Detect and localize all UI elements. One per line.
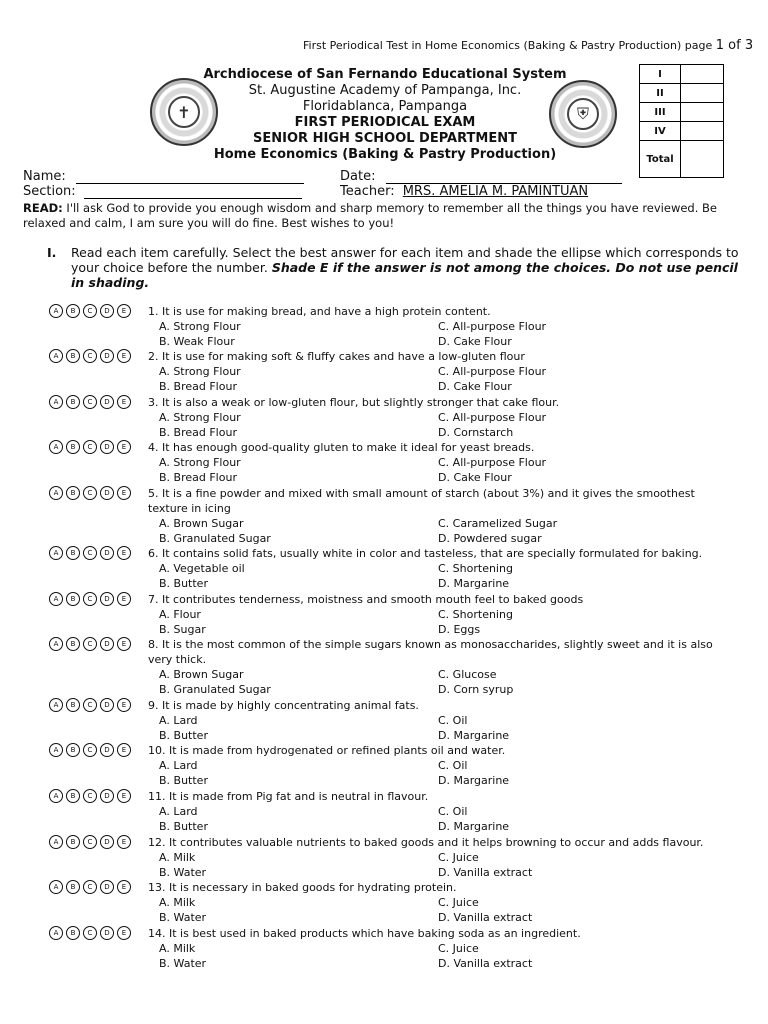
choice-b: B. Water [159, 957, 207, 970]
answer-bubble-d[interactable]: D [100, 926, 114, 940]
school-heading [200, 67, 570, 163]
teacher-name: MRS. AMELIA M. PAMINTUAN [402, 184, 589, 199]
answer-bubble-b[interactable]: B [66, 637, 80, 651]
score-cell-1 [681, 65, 724, 84]
answer-bubbles [49, 592, 131, 606]
answer-bubble-e[interactable]: E [117, 349, 131, 363]
question-text: 9. It is made by highly concentrating animal fats. [148, 699, 419, 712]
answer-bubble-d[interactable]: D [100, 698, 114, 712]
answer-bubble-d[interactable]: D [100, 486, 114, 500]
choice-c: C. Shortening [438, 562, 513, 575]
subject-title: Home Economics (Baking & Pastry Production) [213, 147, 557, 162]
score-cell-3 [681, 103, 724, 122]
answer-bubble-a[interactable]: A [49, 926, 63, 940]
instructions-text [71, 245, 751, 290]
answer-bubble-e[interactable]: E [117, 789, 131, 803]
teacher-label: Teacher: [340, 184, 395, 199]
answer-bubble-c[interactable]: C [83, 546, 97, 560]
answer-bubble-e[interactable]: E [117, 880, 131, 894]
section-field[interactable] [23, 184, 302, 199]
choice-b: B. Granulated Sugar [159, 683, 271, 696]
answer-bubble-d[interactable]: D [100, 789, 114, 803]
choice-b: B. Granulated Sugar [159, 532, 271, 545]
answer-bubbles [49, 349, 131, 363]
question-text: 6. It contains solid fats, usually white in color and tasteless, that are specially formulated for baking. [148, 547, 703, 560]
question-text: 3. It is also a weak or low-gluten flour, but slightly stronger that cake flour. [148, 396, 560, 409]
answer-bubble-a[interactable]: A [49, 637, 63, 651]
choice-b: B. Bread Flour [159, 471, 237, 484]
answer-bubble-d[interactable]: D [100, 835, 114, 849]
answer-bubble-a[interactable]: A [49, 440, 63, 454]
choice-d: D. Vanilla extract [438, 957, 533, 970]
answer-bubble-a[interactable]: A [49, 592, 63, 606]
choice-d: D. Margarine [438, 729, 510, 742]
answer-bubble-b[interactable]: B [66, 789, 80, 803]
choice-b: B. Butter [159, 774, 208, 787]
answer-bubble-e[interactable]: E [117, 835, 131, 849]
answer-bubble-b[interactable]: B [66, 486, 80, 500]
choice-b: B. Water [159, 911, 207, 924]
answer-bubble-c[interactable]: C [83, 789, 97, 803]
question-text: 5. It is a fine powder and mixed with small amount of starch (about 3%) and it gives the smoothest texture in icing [148, 487, 695, 515]
choice-a: A. Flour [159, 608, 201, 621]
answer-bubble-c[interactable]: C [83, 440, 97, 454]
answer-bubble-e[interactable]: E [117, 637, 131, 651]
answer-bubbles [49, 743, 131, 757]
answer-bubble-e[interactable]: E [117, 546, 131, 560]
answer-bubble-d[interactable]: D [100, 440, 114, 454]
answer-bubble-b[interactable]: B [66, 926, 80, 940]
answer-bubble-c[interactable]: C [83, 592, 97, 606]
answer-bubble-d[interactable]: D [100, 743, 114, 757]
answer-bubble-d[interactable]: D [100, 395, 114, 409]
answer-bubble-a[interactable]: A [49, 486, 63, 500]
answer-bubbles [49, 698, 131, 712]
date-label: Date: [340, 169, 376, 184]
answer-bubble-e[interactable]: E [117, 395, 131, 409]
answer-bubble-b[interactable]: B [66, 349, 80, 363]
score-cell-2 [681, 84, 724, 103]
answer-bubbles [49, 637, 131, 651]
question-text: 2. It is use for making soft & fluffy cakes and have a low-gluten flour [148, 350, 525, 363]
choice-b: B. Sugar [159, 623, 206, 636]
choice-a: A. Strong Flour [159, 411, 241, 424]
score-total-cell [681, 141, 724, 178]
choice-b: B. Butter [159, 820, 208, 833]
choice-d: D. Cake Flour [438, 335, 512, 348]
choice-d: D. Margarine [438, 820, 510, 833]
answer-bubble-c[interactable]: C [83, 835, 97, 849]
answer-bubble-b[interactable]: B [66, 880, 80, 894]
answer-bubble-b[interactable]: B [66, 395, 80, 409]
choice-c: C. Juice [438, 896, 479, 909]
choice-d: D. Cake Flour [438, 471, 512, 484]
name-field[interactable] [23, 169, 304, 184]
choice-b: B. Butter [159, 729, 208, 742]
choice-d: D. Cake Flour [438, 380, 512, 393]
answer-bubble-a[interactable]: A [49, 698, 63, 712]
choice-b: B. Bread Flour [159, 426, 237, 439]
answer-bubble-a[interactable]: A [49, 789, 63, 803]
score-label-2: II [640, 84, 681, 103]
question-text: 12. It contributes valuable nutrients to baked goods and it helps browning to occur and adds flavour. [148, 836, 704, 849]
score-table [639, 64, 724, 178]
location: Floridablanca, Pampanga [302, 99, 468, 114]
instructions-emphasis: Shade E if the answer is not among the choices. Do not use pencil in shading. [71, 260, 738, 290]
answer-bubbles [49, 926, 131, 940]
answer-bubble-a[interactable]: A [49, 835, 63, 849]
cross-emblem-icon: ✝ [168, 96, 200, 128]
choice-c: C. All-purpose Flour [438, 320, 547, 333]
question-text: 11. It is made from Pig fat and is neutral in flavour. [148, 790, 429, 803]
question-text: 4. It has enough good-quality gluten to make it ideal for yeast breads. [148, 441, 535, 454]
answer-bubble-a[interactable]: A [49, 395, 63, 409]
read-text: I'll ask God to provide you enough wisdom and sharp memory to remember all the things you have reviewed. Be relaxed and calm, I am sure you will do fine. Best wishes to you! [23, 201, 718, 230]
answer-bubble-c[interactable]: C [83, 926, 97, 940]
answer-bubbles [49, 486, 131, 500]
answer-bubble-d[interactable]: D [100, 592, 114, 606]
choice-a: A. Milk [159, 942, 196, 955]
answer-bubbles [49, 789, 131, 803]
archdiocese-title: Archdiocese of San Fernando Educational System [203, 67, 567, 82]
answer-bubble-a[interactable]: A [49, 880, 63, 894]
choice-a: A. Milk [159, 896, 196, 909]
answer-bubble-e[interactable]: E [117, 592, 131, 606]
part-number: I. [47, 245, 57, 260]
choice-c: C. All-purpose Flour [438, 456, 547, 469]
answer-bubble-b[interactable]: B [66, 698, 80, 712]
score-total-label: Total [640, 141, 681, 178]
answer-bubble-d[interactable]: D [100, 637, 114, 651]
answer-bubble-e[interactable]: E [117, 304, 131, 318]
answer-bubbles [49, 395, 131, 409]
choice-d: D. Cornstarch [438, 426, 514, 439]
instructions [47, 245, 747, 293]
choice-d: D. Vanilla extract [438, 911, 533, 924]
instructions-body: Read each item carefully. Select the best answer for each item and shade the ellipse which corresponds to your choice before the number. [71, 245, 739, 275]
choice-a: A. Vegetable oil [159, 562, 245, 575]
answer-bubble-b[interactable]: B [66, 440, 80, 454]
exam-title: FIRST PERIODICAL EXAM [294, 115, 476, 130]
choice-c: C. Shortening [438, 608, 513, 621]
score-label-1: I [640, 65, 681, 84]
choice-b: B. Bread Flour [159, 380, 237, 393]
answer-bubble-a[interactable]: A [49, 349, 63, 363]
choice-c: C. Oil [438, 759, 468, 772]
choice-c: C. Juice [438, 942, 479, 955]
choice-a: A. Lard [159, 805, 198, 818]
answer-bubble-a[interactable]: A [49, 743, 63, 757]
question-text: 7. It contributes tenderness, moistness and smooth mouth feel to baked goods [148, 593, 584, 606]
answer-bubble-b[interactable]: B [66, 592, 80, 606]
date-line[interactable] [386, 170, 622, 184]
choice-c: C. Oil [438, 714, 468, 727]
choice-c: C. All-purpose Flour [438, 411, 547, 424]
choice-d: D. Powdered sugar [438, 532, 542, 545]
choice-c: C. Caramelized Sugar [438, 517, 558, 530]
choice-a: A. Strong Flour [159, 456, 241, 469]
answer-bubbles [49, 546, 131, 560]
date-field[interactable] [340, 169, 622, 184]
choice-d: D. Eggs [438, 623, 481, 636]
answer-bubble-b[interactable]: B [66, 835, 80, 849]
answer-bubble-d[interactable]: D [100, 546, 114, 560]
answer-bubble-d[interactable]: D [100, 304, 114, 318]
read-note [23, 201, 743, 231]
choice-d: D. Margarine [438, 577, 510, 590]
department: SENIOR HIGH SCHOOL DEPARTMENT [253, 131, 517, 146]
name-label: Name: [23, 169, 66, 184]
section-label: Section: [23, 184, 76, 199]
choice-a: A. Milk [159, 851, 196, 864]
teacher-field [340, 184, 588, 199]
choice-a: A. Brown Sugar [159, 668, 244, 681]
answer-bubble-c[interactable]: C [83, 349, 97, 363]
score-label-4: IV [640, 122, 681, 141]
choice-d: D. Margarine [438, 774, 510, 787]
choice-b: B. Weak Flour [159, 335, 235, 348]
academy-name: St. Augustine Academy of Pampanga, Inc. [248, 83, 522, 98]
answer-bubble-c[interactable]: C [83, 637, 97, 651]
choice-b: B. Butter [159, 577, 208, 590]
choice-c: C. Glucose [438, 668, 497, 681]
answer-bubble-c[interactable]: C [83, 743, 97, 757]
answer-bubble-e[interactable]: E [117, 698, 131, 712]
answer-bubble-a[interactable]: A [49, 304, 63, 318]
choice-c: C. Oil [438, 805, 468, 818]
page-number: 1 of 3 [715, 38, 754, 53]
answer-bubble-e[interactable]: E [117, 926, 131, 940]
answer-bubbles [49, 835, 131, 849]
answer-bubble-c[interactable]: C [83, 486, 97, 500]
read-label: READ: [23, 201, 63, 215]
shield-emblem-icon: ⛨ [567, 98, 599, 130]
answer-bubble-a[interactable]: A [49, 546, 63, 560]
question-text: 13. It is necessary in baked goods for hydrating protein. [148, 881, 457, 894]
answer-bubble-c[interactable]: C [83, 304, 97, 318]
choice-a: A. Lard [159, 714, 198, 727]
choice-a: A. Lard [159, 759, 198, 772]
answer-bubble-d[interactable]: D [100, 880, 114, 894]
answer-bubble-d[interactable]: D [100, 349, 114, 363]
running-header [303, 38, 753, 53]
question-text: 14. It is best used in baked products which have baking soda as an ingredient. [148, 927, 581, 940]
choice-a: A. Strong Flour [159, 365, 241, 378]
choice-d: D. Vanilla extract [438, 866, 533, 879]
choice-c: C. Juice [438, 851, 479, 864]
answer-bubble-e[interactable]: E [117, 743, 131, 757]
name-line[interactable] [76, 170, 304, 184]
question-text: 8. It is the most common of the simple sugars known as monosaccharides, slightly sweet and it is also very thick. [148, 638, 713, 666]
answer-bubble-c[interactable]: C [83, 395, 97, 409]
answer-bubble-b[interactable]: B [66, 304, 80, 318]
choice-b: B. Water [159, 866, 207, 879]
answer-bubble-e[interactable]: E [117, 486, 131, 500]
score-cell-4 [681, 122, 724, 141]
choice-a: A. Strong Flour [159, 320, 241, 333]
answer-bubbles [49, 880, 131, 894]
answer-bubble-b[interactable]: B [66, 743, 80, 757]
choice-d: D. Corn syrup [438, 683, 514, 696]
running-title: First Periodical Test in Home Economics (Baking & Pastry Production) page [303, 39, 716, 52]
question-text: 10. It is made from hydrogenated or refined plants oil and water. [148, 744, 506, 757]
answer-bubble-c[interactable]: C [83, 698, 97, 712]
answer-bubble-e[interactable]: E [117, 440, 131, 454]
score-label-3: III [640, 103, 681, 122]
answer-bubble-b[interactable]: B [66, 546, 80, 560]
choice-a: A. Brown Sugar [159, 517, 244, 530]
section-line[interactable] [84, 185, 302, 199]
answer-bubbles [49, 304, 131, 318]
answer-bubble-c[interactable]: C [83, 880, 97, 894]
choice-c: C. All-purpose Flour [438, 365, 547, 378]
answer-bubbles [49, 440, 131, 454]
question-text: 1. It is use for making bread, and have a high protein content. [148, 305, 491, 318]
